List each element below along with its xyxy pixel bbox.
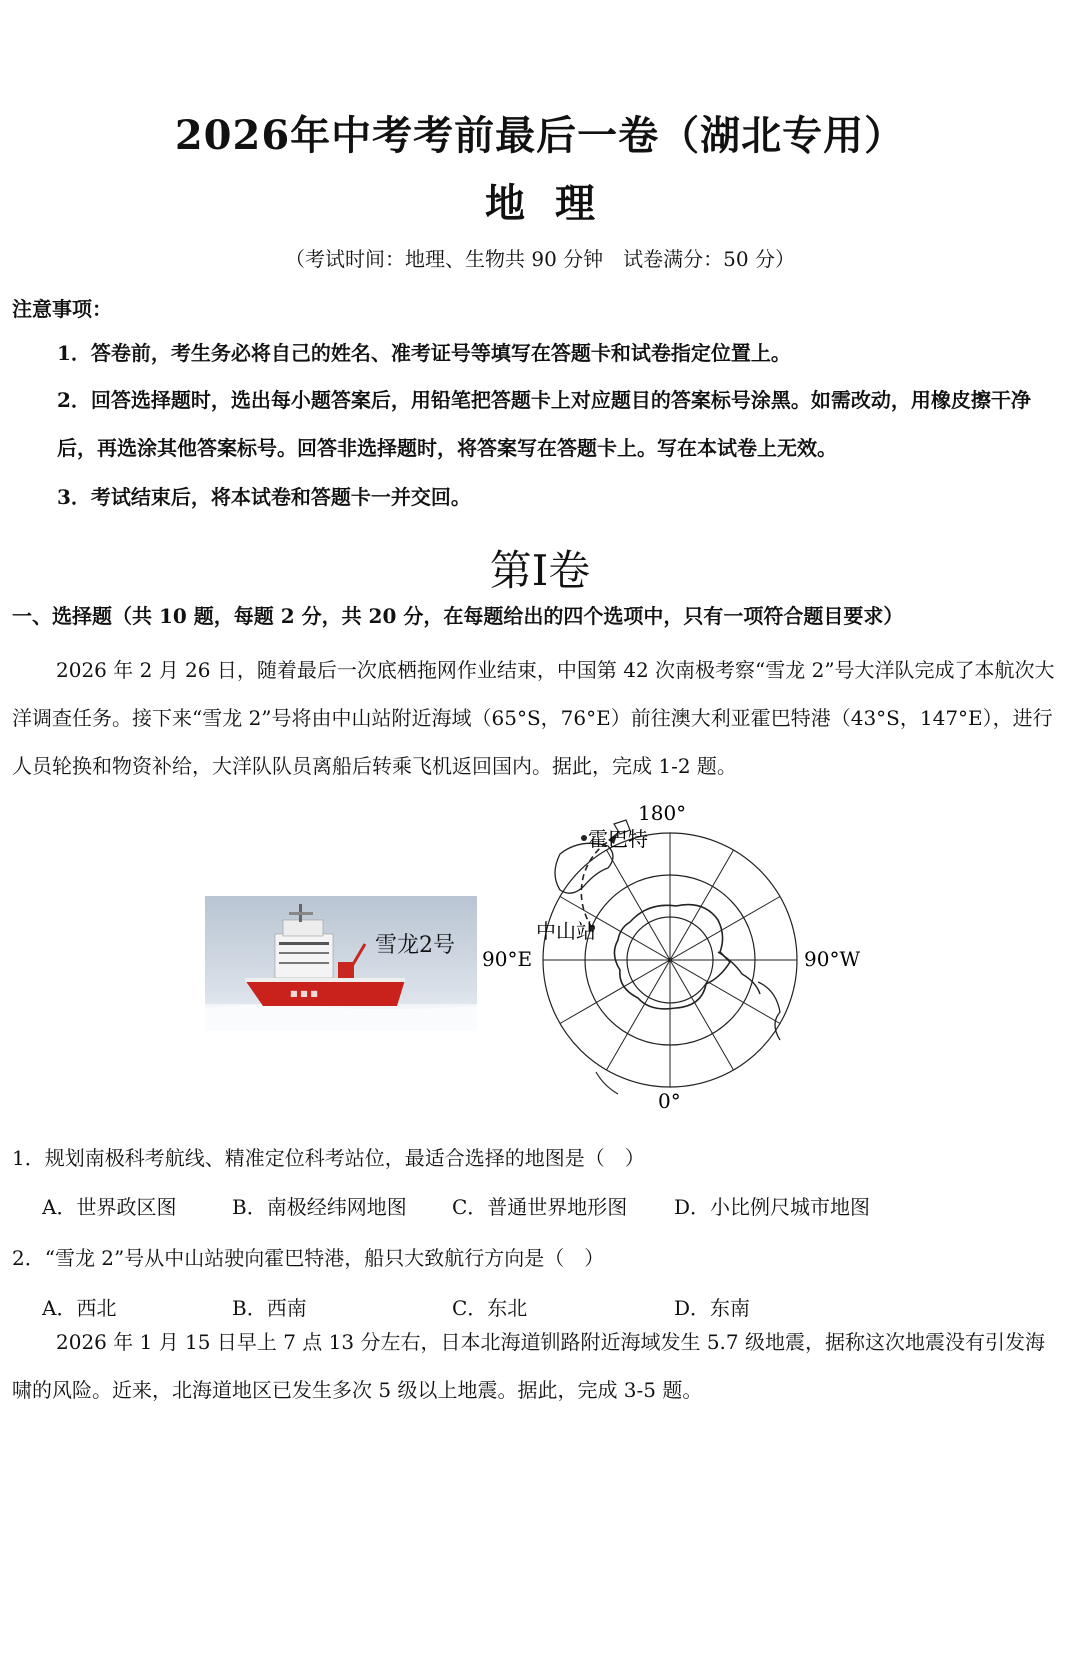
q2-option-c[interactable]: C．东北 [452, 1296, 528, 1320]
south-america-outline [758, 982, 780, 1040]
south-pole-dot [668, 958, 672, 962]
hobart-dot [581, 835, 587, 841]
label-90e: 90°E [482, 947, 533, 971]
q2-option-d[interactable]: D．东南 [674, 1296, 751, 1320]
question-2-stem: 2．“雪龙 2”号从中山站驶向霍巴特港，船只大致航行方向是（ ） [12, 1246, 605, 1270]
ship-caption: 雪龙2号 [375, 933, 455, 958]
question-2-options [42, 1292, 942, 1321]
question-1-stem: 1．规划南极科考航线、精准定位科考站位，最适合选择的地图是（ ） [12, 1146, 645, 1170]
notice-item-3: 3．考试结束后，将本试卷和答题卡一并交回。 [57, 485, 471, 509]
q2-option-a[interactable]: A．西北 [42, 1296, 117, 1320]
exam-info: （考试时间：地理、生物共 90 分钟 试卷满分：50 分） [285, 247, 795, 271]
africa-outline [596, 1072, 618, 1094]
ship-photo [205, 896, 477, 1031]
label-zhongshan: 中山站 [536, 919, 596, 943]
exam-title: 2026年中考考前最后一卷（湖北专用） [174, 112, 906, 159]
label-180: 180° [638, 802, 687, 825]
passage-2: 2026 年 1 月 15 日早上 7 点 13 分左右，日本北海道钏路附近海域发生 5.7 级地震，据称这次地震没有引发海啸的风险。近来，北海道地区已发生多次 5 级以上地震。据此，完成 3-5 题。 [12, 1330, 1045, 1402]
q1-option-d[interactable]: D．小比例尺城市地图 [674, 1195, 871, 1219]
notice-item-2: 2．回答选择题时，选出每小题答案后，用铅笔把答题卡上对应题目的答案标号涂黑。如需改动，用橡皮擦干净后，再选涂其他答案标号。回答非选择题时，将答案写在答题卡上。写在本试卷上无效。 [57, 388, 1031, 460]
antarctic-map [480, 802, 880, 1114]
label-90w: 90°W [804, 947, 861, 971]
question-1-options [42, 1191, 942, 1220]
ship-illustration [205, 896, 477, 1031]
passage-1: 2026 年 2 月 26 日，随着最后一次底栖拖网作业结束，中国第 42 次南极考察“雪龙 2”号大洋队完成了本航次大洋调查任务。接下来“雪龙 2”号将由中山站附近海域（65°S，76°E）前往澳大利亚霍巴特港（43°S，147°E），进行人员轮换和物资补给，大洋队队员离船后转乘飞机返回国内。据此，完成 1-2 题。 [12, 658, 1055, 778]
hull-marking: ■ ■ ■ [290, 989, 318, 998]
part-heading: 一、选择题（共 10 题，每题 2 分，共 20 分，在每题给出的四个选项中，只有一项符合题目要求） [12, 604, 904, 628]
q2-option-b[interactable]: B．西南 [232, 1296, 307, 1320]
label-0: 0° [658, 1089, 681, 1113]
label-hobart: 霍巴特 [588, 827, 648, 851]
subject-title: 地理 [485, 180, 625, 227]
q1-option-c[interactable]: C．普通世界地形图 [452, 1195, 628, 1219]
section-title: 第Ⅰ卷 [489, 546, 591, 595]
q1-option-b[interactable]: B．南极经纬网地图 [232, 1195, 407, 1219]
notice-heading: 注意事项： [12, 297, 112, 321]
q1-option-a[interactable]: A．世界政区图 [42, 1195, 177, 1219]
notice-item-1: 1．答卷前，考生务必将自己的姓名、准考证号等填写在答题卡和试卷指定位置上。 [57, 341, 791, 365]
